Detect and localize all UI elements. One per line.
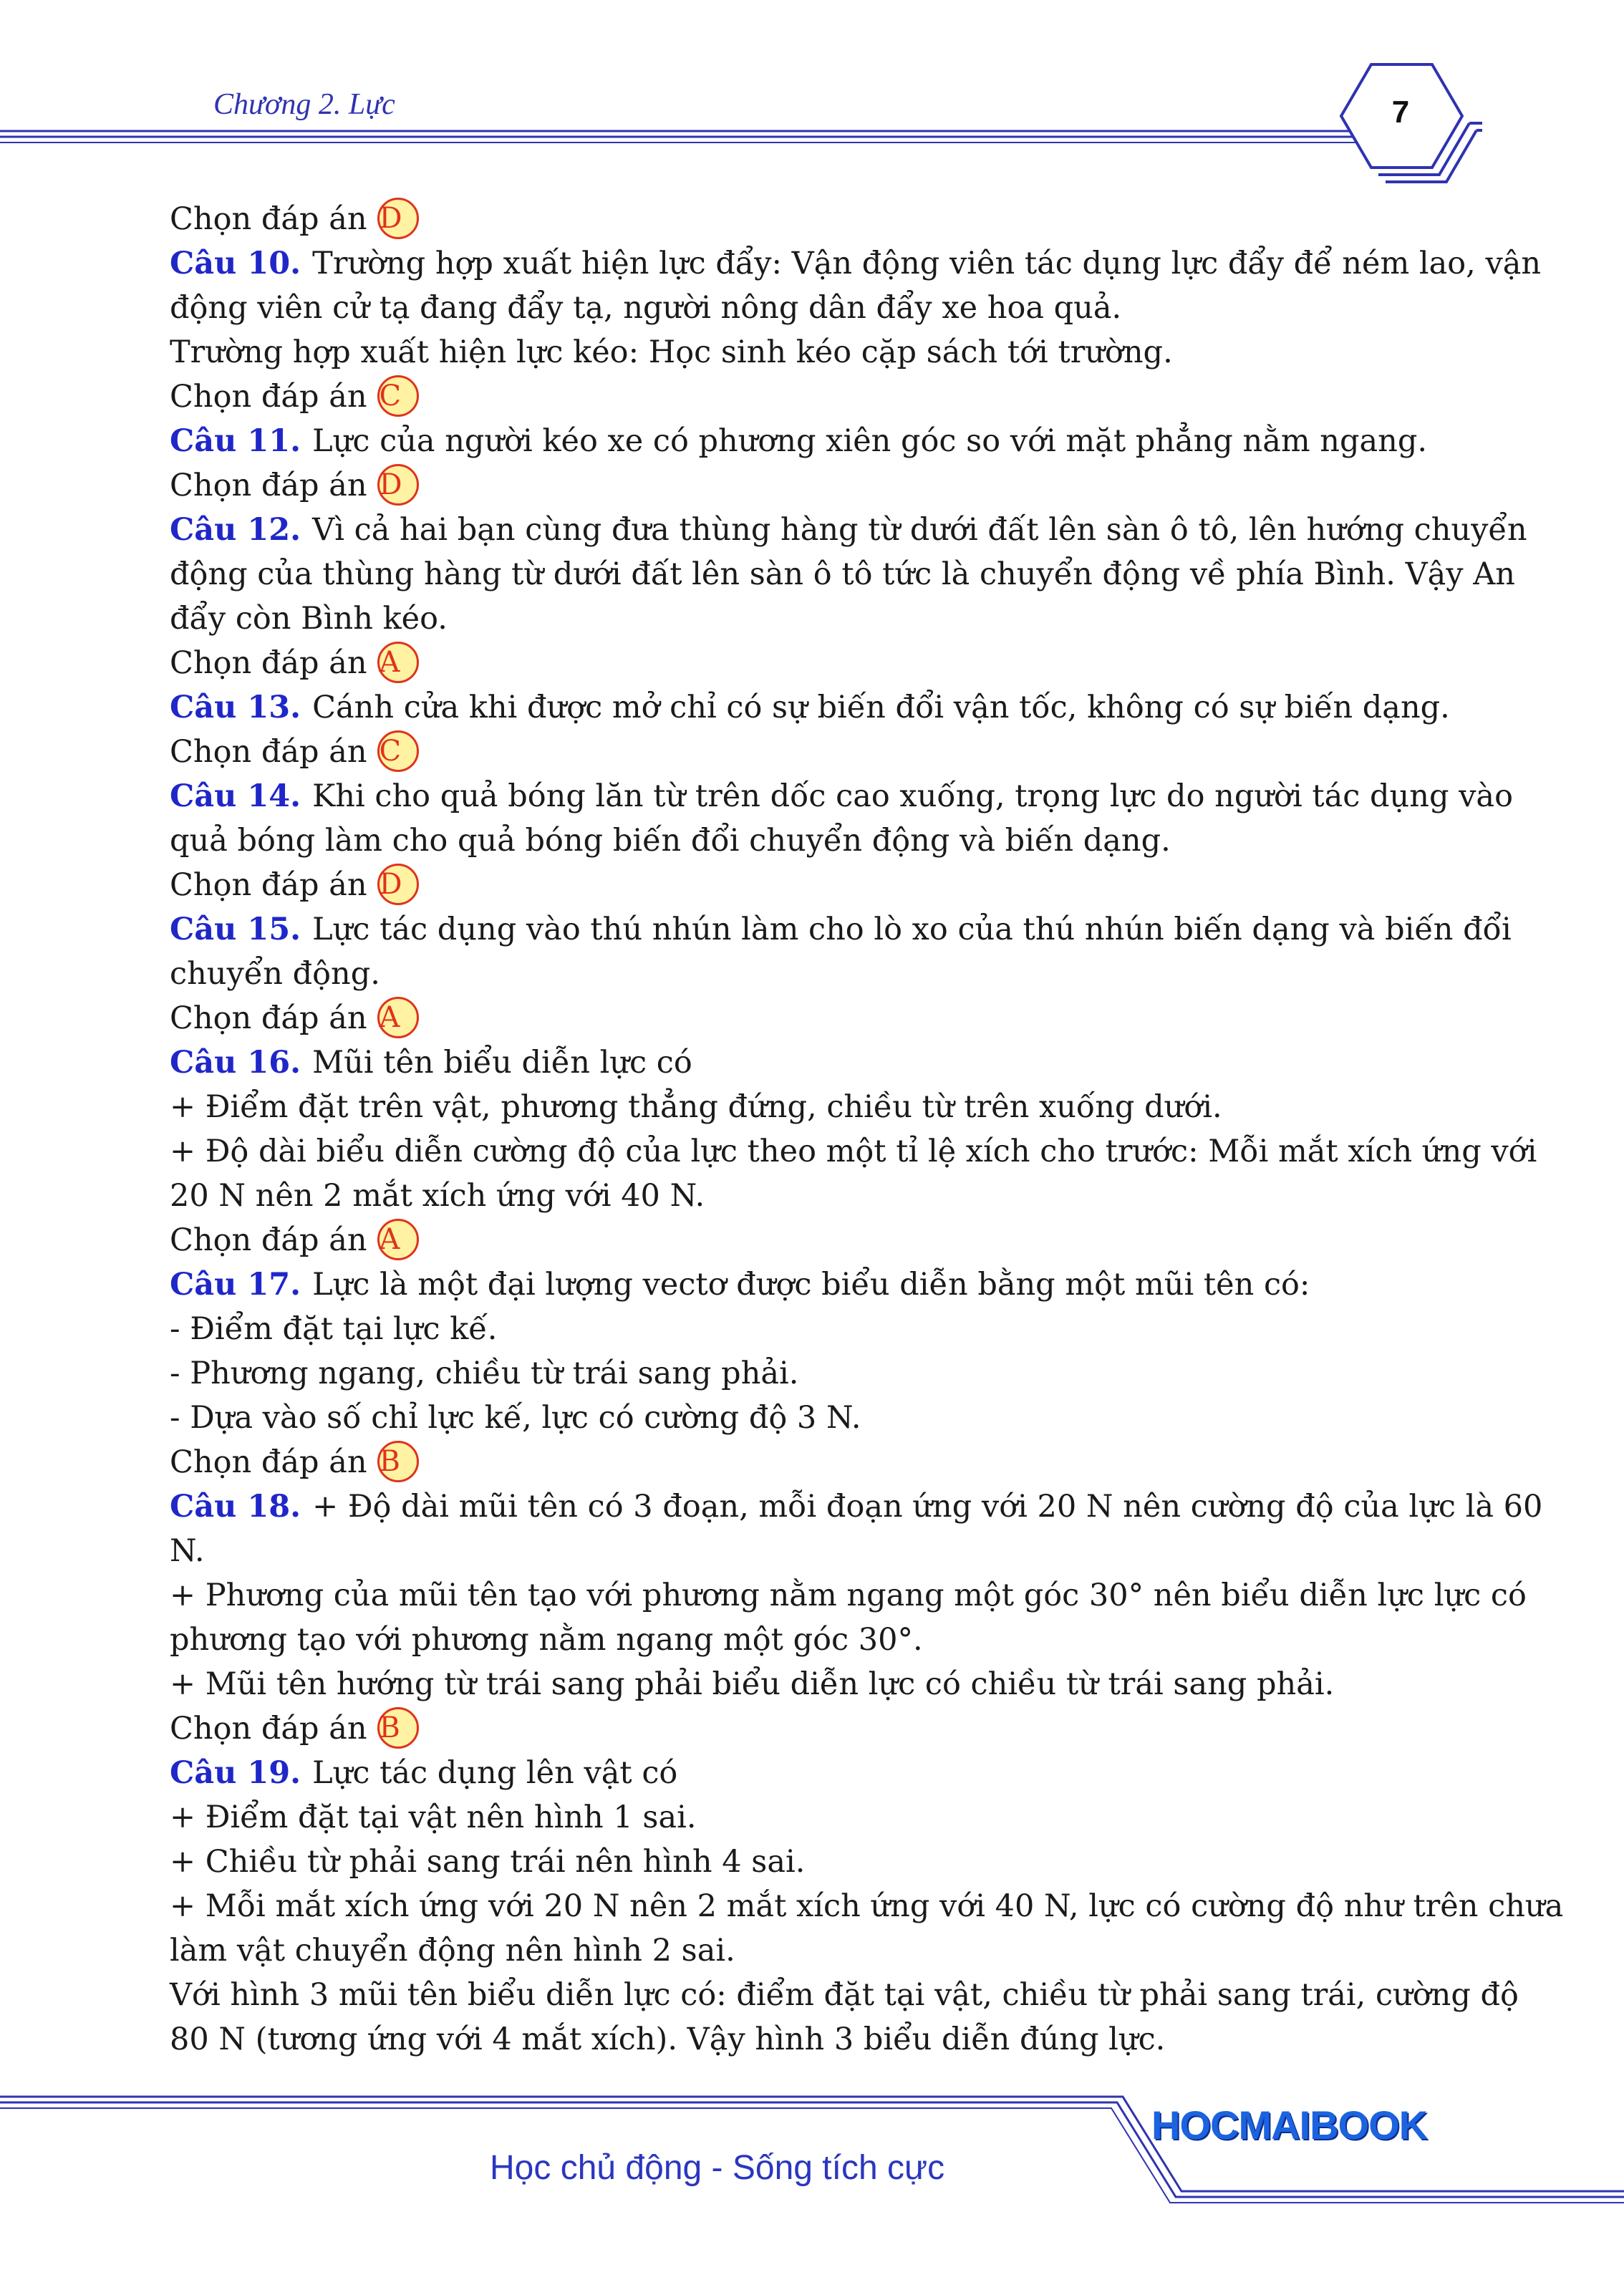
- question-label: Câu 17.: [170, 1267, 301, 1303]
- answer-letter: A: [379, 646, 400, 679]
- line-text: Chọn đáp án: [170, 1711, 367, 1747]
- text-line: [170, 1751, 1439, 1795]
- answer-line: [170, 730, 1439, 774]
- answer-letter: D: [379, 202, 402, 235]
- line-text: 80 N (tương ứng với 4 mắt xích). Vậy hình 3 biểu diễn đúng lực.: [170, 2022, 1166, 2057]
- line-text: + Độ dài biểu diễn cường độ của lực theo một tỉ lệ xích cho trước: Mỗi mắt xích ứng với: [170, 1134, 1537, 1169]
- answer-badge: [377, 1441, 419, 1482]
- line-text: + Phương của mũi tên tạo với phương nằm ngang một góc 30° nên biểu diễn lực lực có: [170, 1578, 1527, 1613]
- line-text: Chọn đáp án: [170, 468, 367, 503]
- text-line: [170, 1484, 1543, 1529]
- line-text: Với hình 3 mũi tên biểu diễn lực có: điểm đặt tại vật, chiều từ phải sang trái, cường độ: [170, 1977, 1519, 2013]
- question-label: Câu 14.: [170, 778, 301, 814]
- line-text: Trường hợp xuất hiện lực đẩy: Vận động viên tác dụng lực đẩy để ném lao, vận: [312, 246, 1542, 281]
- line-text: Lực tác dụng lên vật có: [312, 1755, 678, 1791]
- line-text: - Dựa vào số chỉ lực kế, lực có cường độ 3 N.: [170, 1400, 861, 1436]
- text-line: [170, 2017, 1439, 2062]
- line-text: N.: [170, 1533, 205, 1569]
- text-line: [170, 286, 1439, 330]
- text-line: [170, 330, 1439, 375]
- line-text: Chọn đáp án: [170, 201, 367, 237]
- answer-line: [170, 863, 1439, 907]
- answer-letter: C: [379, 735, 402, 768]
- answer-line: [170, 375, 1439, 419]
- line-text: Lực là một đại lượng vectơ được biểu diễn bằng một mũi tên có:: [312, 1267, 1310, 1303]
- line-text: + Điểm đặt trên vật, phương thẳng đứng, chiều từ trên xuống dưới.: [170, 1089, 1222, 1125]
- text-line: [170, 774, 1513, 818]
- text-line: [170, 907, 1512, 952]
- line-text: Vì cả hai bạn cùng đưa thùng hàng từ dưới đất lên sàn ô tô, lên hướng chuyển: [312, 512, 1527, 548]
- question-label: Câu 11.: [170, 423, 301, 459]
- question-label: Câu 18.: [170, 1489, 301, 1525]
- answer-line: [170, 1706, 1439, 1751]
- line-text: 20 N nên 2 mắt xích ứng với 40 N.: [170, 1178, 705, 1214]
- text-line: [170, 1840, 1439, 1884]
- text-line: [170, 1129, 1537, 1174]
- answer-line: [170, 1218, 1439, 1262]
- answer-line: [170, 996, 1439, 1040]
- line-text: + Mỗi mắt xích ứng với 20 N nên 2 mắt xích ứng với 40 N, lực có cường độ như trên chưa: [170, 1888, 1564, 1924]
- answer-badge: [377, 464, 419, 506]
- answer-line: [170, 1440, 1439, 1484]
- text-line: [170, 1795, 1439, 1840]
- answer-letter: B: [379, 1445, 400, 1478]
- brand-logo: HOCMAIBOOK: [1151, 2102, 1428, 2148]
- line-text: Chọn đáp án: [170, 1000, 367, 1036]
- text-line: [170, 685, 1450, 730]
- text-line: [170, 1884, 1564, 1928]
- text-line: [170, 596, 1439, 641]
- footer-slogan: Học chủ động - Sống tích cực: [490, 2149, 945, 2187]
- answer-letter: B: [379, 1711, 400, 1744]
- header-rule: [0, 125, 1360, 154]
- text-line: [170, 419, 1439, 463]
- line-text: Chọn đáp án: [170, 734, 367, 770]
- line-text: phương tạo với phương nằm ngang một góc 30°.: [170, 1622, 923, 1658]
- line-text: Chọn đáp án: [170, 645, 367, 681]
- line-text: + Điểm đặt tại vật nên hình 1 sai.: [170, 1800, 697, 1835]
- answer-badge: [377, 375, 419, 417]
- question-label: Câu 16.: [170, 1045, 301, 1081]
- chapter-title: Chương 2. Lực: [213, 88, 395, 121]
- text-line: [170, 1174, 1439, 1218]
- line-text: Chọn đáp án: [170, 1444, 367, 1480]
- answer-line: [170, 463, 1439, 508]
- text-line: [170, 1662, 1439, 1706]
- line-text: động của thùng hàng từ dưới đất lên sàn ô tô tức là chuyển động về phía Bình. Vậy An: [170, 556, 1516, 592]
- line-text: đẩy còn Bình kéo.: [170, 601, 448, 637]
- answer-letter: D: [379, 868, 402, 901]
- line-text: + Chiều từ phải sang trái nên hình 4 sai.: [170, 1844, 806, 1880]
- answer-letter: A: [379, 1001, 400, 1034]
- text-line: [170, 1529, 1439, 1573]
- question-label: Câu 10.: [170, 246, 301, 281]
- line-text: Lực tác dụng vào thú nhún làm cho lò xo của thú nhún biến dạng và biến đổi: [312, 912, 1512, 947]
- text-line: [170, 1573, 1527, 1618]
- text-line: [170, 1040, 1439, 1085]
- text-line: [170, 1085, 1439, 1129]
- answer-letter: C: [379, 380, 402, 412]
- answer-letter: D: [379, 468, 402, 501]
- answer-content: [170, 197, 1564, 2062]
- line-text: Mũi tên biểu diễn lực có: [312, 1045, 692, 1081]
- question-label: Câu 13.: [170, 690, 301, 725]
- line-text: Khi cho quả bóng lăn từ trên dốc cao xuống, trọng lực do người tác dụng vào: [312, 778, 1513, 814]
- line-text: làm vật chuyển động nên hình 2 sai.: [170, 1933, 735, 1969]
- line-text: + Mũi tên hướng từ trái sang phải biểu diễn lực có chiều từ trái sang phải.: [170, 1666, 1335, 1702]
- text-line: [170, 1396, 1439, 1440]
- line-text: quả bóng làm cho quả bóng biến đổi chuyển động và biến dạng.: [170, 823, 1171, 859]
- text-line: [170, 952, 1439, 996]
- question-label: Câu 12.: [170, 512, 301, 548]
- line-text: Chọn đáp án: [170, 379, 367, 415]
- answer-badge: [377, 997, 419, 1038]
- text-line: [170, 1307, 1439, 1351]
- line-text: Cánh cửa khi được mở chỉ có sự biến đổi vận tốc, không có sự biến dạng.: [312, 690, 1450, 725]
- answer-badge: [377, 730, 419, 772]
- answer-badge: [377, 642, 419, 683]
- text-line: [170, 1928, 1439, 1973]
- line-text: Chọn đáp án: [170, 867, 367, 903]
- text-line: [170, 1618, 1439, 1662]
- answer-line: [170, 197, 1439, 241]
- answer-badge: [377, 1707, 419, 1749]
- question-label: Câu 15.: [170, 912, 301, 947]
- line-text: + Độ dài mũi tên có 3 đoạn, mỗi đoạn ứng với 20 N nên cường độ của lực là 60: [312, 1489, 1543, 1525]
- line-text: - Điểm đặt tại lực kế.: [170, 1311, 498, 1347]
- line-text: động viên cử tạ đang đẩy tạ, người nông dân đẩy xe hoa quả.: [170, 290, 1122, 326]
- question-label: Câu 19.: [170, 1755, 301, 1791]
- text-line: [170, 241, 1542, 286]
- line-text: Chọn đáp án: [170, 1222, 367, 1258]
- text-line: [170, 1262, 1439, 1307]
- text-line: [170, 1973, 1519, 2017]
- answer-badge: [377, 198, 419, 239]
- text-line: [170, 1351, 1439, 1396]
- text-line: [170, 552, 1516, 596]
- line-text: Trường hợp xuất hiện lực kéo: Học sinh kéo cặp sách tới trường.: [170, 334, 1173, 370]
- line-text: chuyển động.: [170, 956, 380, 992]
- answer-badge: [377, 864, 419, 905]
- text-line: [170, 508, 1527, 552]
- answer-line: [170, 641, 1439, 685]
- text-line: [170, 818, 1439, 863]
- page-number: 7: [1391, 95, 1410, 130]
- answer-letter: A: [379, 1223, 400, 1256]
- line-text: Lực của người kéo xe có phương xiên góc so với mặt phẳng nằm ngang.: [312, 423, 1428, 459]
- answer-badge: [377, 1219, 419, 1260]
- line-text: - Phương ngang, chiều từ trái sang phải.: [170, 1356, 799, 1391]
